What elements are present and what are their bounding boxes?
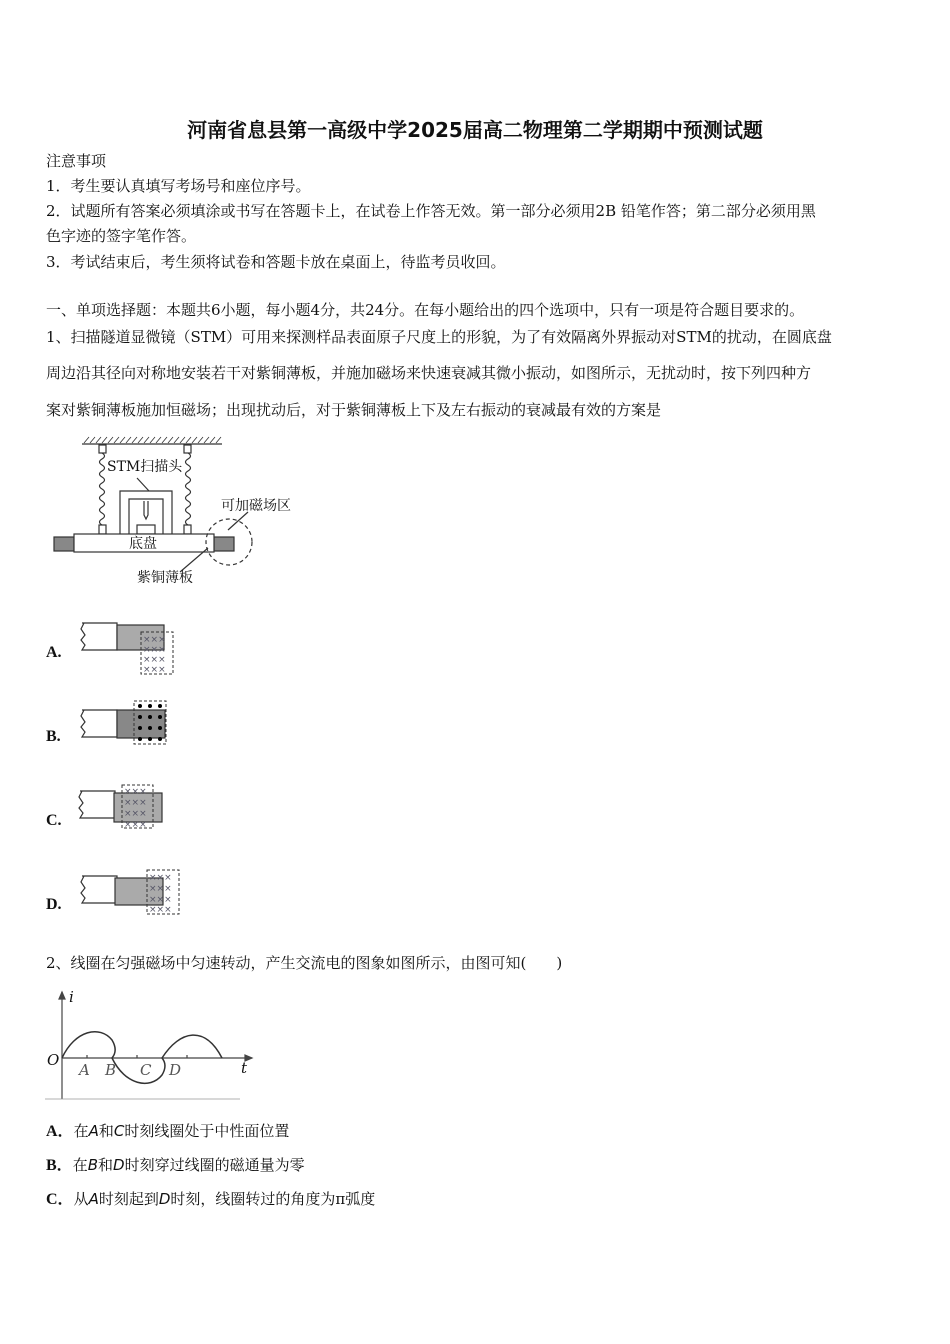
option-variable: D [158, 1190, 171, 1208]
svg-text:×××: ××× [149, 884, 172, 894]
option-letter: C． [46, 1191, 74, 1208]
svg-text:×××: ××× [149, 895, 172, 905]
option-a-label: A. [46, 644, 62, 661]
svg-text:×××: ××× [143, 655, 166, 665]
point-label-d: D [169, 1061, 182, 1079]
base-label: 底盘 [129, 536, 157, 552]
svg-text:×××: ××× [124, 798, 147, 808]
option-variable: C [113, 1122, 125, 1140]
svg-text:×××: ××× [143, 645, 166, 655]
svg-text:×××: ××× [124, 787, 147, 797]
x-axis-label: t [241, 1059, 248, 1077]
svg-text:×××: ××× [143, 665, 166, 675]
page-title: 河南省息县第一高级中学2025届高二物理第二学期期中预测试题 [187, 118, 763, 142]
notice-item: 3．考试结束后，考生须将试卷和答题卡放在桌面上，待监考员收回。 [46, 253, 506, 271]
y-axis-label: i [69, 988, 74, 1006]
question-1-line: 1、扫描隧道显微镜（STM）可用来探测样品表面原子尺度上的形貌，为了有效隔离外界振动对STM的扰动，在圆底盘 [46, 328, 832, 346]
question-2-option-c [46, 1189, 375, 1210]
option-text: 时刻线圈处于中性面位置 [124, 1122, 290, 1140]
plate-label: 紫铜薄板 [137, 570, 193, 586]
option-text: 从 [73, 1190, 89, 1208]
svg-text:×××: ××× [124, 820, 147, 830]
option-text: 时刻穿过线圈的磁通量为零 [124, 1156, 305, 1174]
question-2-stem: 2、线圈在匀强磁场中匀速转动，产生交流电的图象如图所示，由图可知( ) [46, 954, 563, 972]
option-c-label: C. [46, 812, 62, 829]
svg-text:×××: ××× [124, 809, 147, 819]
option-variable: A [88, 1122, 99, 1140]
option-letter: B． [46, 1157, 73, 1174]
origin-label: O [47, 1051, 60, 1069]
notice-item: 色字迹的签字笔作答。 [46, 227, 197, 245]
point-label-c: C [140, 1061, 152, 1079]
question-2-option-b [46, 1155, 305, 1176]
option-text: 时刻起到 [98, 1190, 159, 1208]
stm-head-label: STM扫描头 [107, 459, 183, 475]
notice-item: 2．试题所有答案必须填涂或书写在答题卡上，在试卷上作答无效。第一部分必须用2B 铅笔作答；第二部分必须用黑 [46, 202, 816, 220]
option-text: 和 [98, 1156, 114, 1174]
point-label-b: B [105, 1061, 117, 1079]
option-d-label: D. [46, 896, 62, 913]
option-variable: D [113, 1156, 125, 1174]
svg-text:×××: ××× [149, 905, 172, 915]
question-1-line: 周边沿其径向对称地安装若干对紫铜薄板，并施加磁场来快速衰减其微小振动，如图所示，无扰动时，按下列四种方 [46, 364, 812, 382]
question-2-option-a [46, 1121, 289, 1142]
field-area-label: 可加磁场区 [221, 498, 291, 514]
notice-heading: 注意事项 [46, 152, 107, 170]
option-variable: A [88, 1190, 99, 1208]
svg-text:×××: ××× [149, 873, 172, 883]
option-text: 在 [73, 1122, 89, 1140]
point-label-a: A [79, 1061, 90, 1079]
option-text: 时刻，线圈转过的角度为π弧度 [170, 1190, 376, 1208]
option-variable: B [87, 1156, 98, 1174]
notice-item: 1．考生要认真填写考场号和座位序号。 [46, 177, 311, 195]
option-text: 在 [72, 1156, 88, 1174]
option-text: 和 [98, 1122, 114, 1140]
option-letter: A． [46, 1123, 74, 1140]
svg-text:×××: ××× [143, 635, 166, 645]
question-1-line: 案对紫铜薄板施加恒磁场；出现扰动后，对于紫铜薄板上下及左右振动的衰减最有效的方案是 [46, 401, 662, 419]
section-heading: 一、单项选择题：本题共6小题，每小题4分，共24分。在每小题给出的四个选项中，只有一项是符合题目要求的。 [46, 301, 805, 319]
option-b-label: B. [46, 728, 61, 745]
